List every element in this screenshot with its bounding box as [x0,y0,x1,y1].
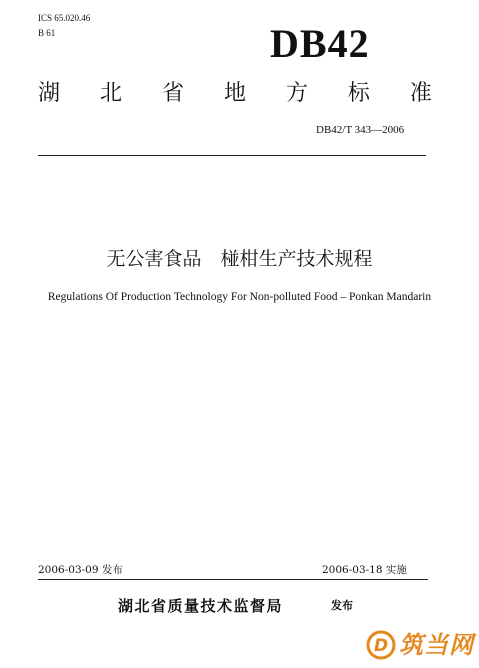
standard-type-char: 标 [347,81,370,106]
ics-code: ICS 65.020.46 [38,13,91,23]
standard-type-char: 地 [223,81,246,106]
standard-type-char: 北 [99,81,122,106]
standard-type-char: 湖 [38,81,61,106]
standard-type-char: 方 [285,81,308,106]
header-divider [38,155,426,156]
logo-letter: D [373,636,389,656]
english-title: Regulations Of Production Technology For Non-polluted Food – Ponkan Mandarin [47,291,432,303]
standard-type-char: 省 [161,81,184,106]
watermark [366,628,474,662]
standard-type-title [38,80,432,108]
zhudang-logo-icon [366,630,396,660]
db-code: DB42 [270,21,370,66]
publish-label: 发布 [331,599,353,612]
issue-date: 2006-03-09 发布 [38,564,123,576]
standard-type-char: 准 [409,81,432,106]
implementation-date: 2006-03-18 实施 [322,564,407,576]
standard-number: DB42/T 343—2006 [316,124,405,136]
publisher-name: 湖北省质量技术监督局 [118,597,284,615]
classification-code: B 61 [38,28,56,38]
watermark-text: 筑当网 [399,631,474,659]
footer-divider [38,579,428,580]
chinese-title: 无公害食品 椪柑生产技术规程 [106,248,373,270]
